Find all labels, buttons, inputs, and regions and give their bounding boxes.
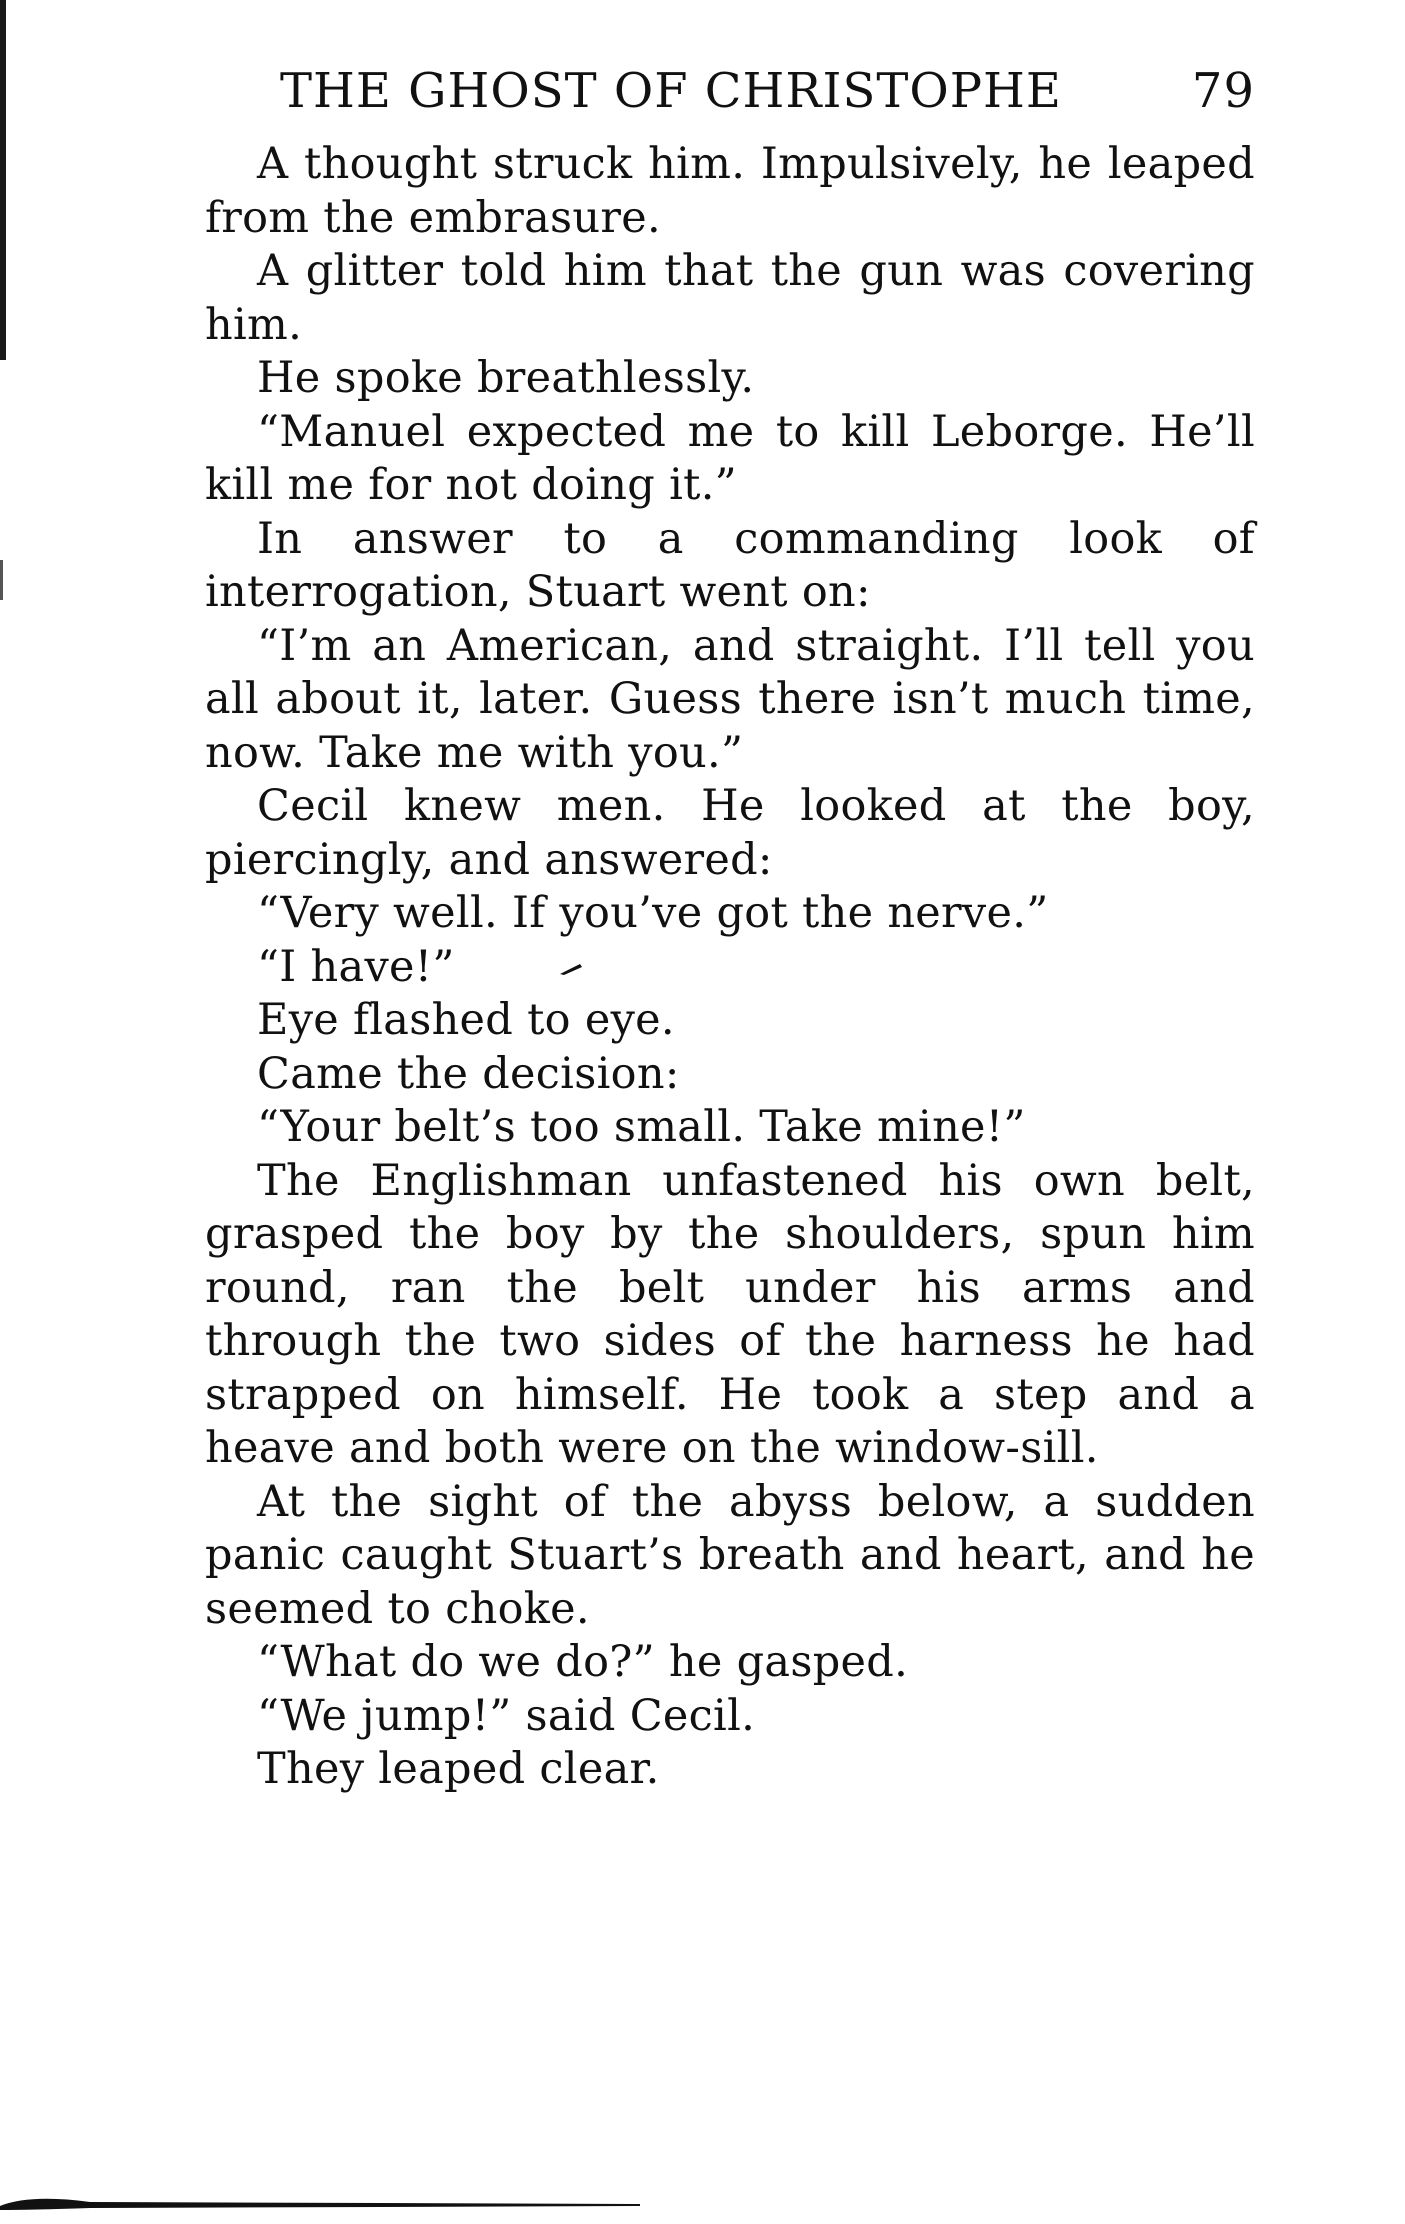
page-binding-edge-mark	[0, 560, 3, 600]
paragraph: “Your belt’s too small. Take mine!”	[257, 1102, 1026, 1152]
paragraph: Came the decision:	[257, 1048, 680, 1099]
paragraph: “Manuel expected me to kill Leborge. He’ll kill me for not doing it.”	[205, 406, 1255, 510]
page-number: 79	[1191, 63, 1255, 119]
paragraph: The Englishman unfastened his own belt, grasped the boy by the shoulders, spun him round, ran the belt under his arms and through the two sides of the harness he had strapped on himself. He took a step and a heave and both were on the window-sill.	[205, 1155, 1255, 1473]
paragraph: Eye flashed to eye.	[257, 995, 675, 1045]
ink-mark-icon	[558, 962, 584, 976]
paragraph: “Very well. If you’ve got the nerve.”	[257, 888, 1049, 938]
paragraph: A glitter told him that the gun was covering him.	[205, 246, 1255, 350]
paragraph: “I’m an American, and straight. I’ll tell you all about it, later. Guess there isn’t much time, now. Take me with you.”	[205, 620, 1255, 778]
paragraph: In answer to a commanding look of interrogation, Stuart went on:	[205, 513, 1255, 617]
paragraph: He spoke breathlessly.	[257, 353, 755, 403]
paragraph: At the sight of the abyss below, a sudden panic caught Stuart’s breath and heart, and he seemed to choke.	[205, 1476, 1255, 1634]
paragraph: “What do we do?” he gasped.	[257, 1637, 909, 1687]
bottom-edge-rule	[0, 2188, 640, 2212]
paragraph: A thought struck him. Impulsively, he leaped from the embrasure.	[205, 139, 1255, 243]
body-text	[205, 138, 1255, 1797]
paragraph: “I have!”	[257, 941, 455, 992]
paragraph: “We jump!” said Cecil.	[257, 1690, 756, 1741]
running-title: THE GHOST OF CHRISTOPHE	[280, 63, 1062, 119]
paragraph: They leaped clear.	[257, 1744, 660, 1794]
page-binding-edge	[0, 0, 6, 360]
paragraph: Cecil knew men. He looked at the boy, piercingly, and answered:	[205, 781, 1255, 885]
running-header	[280, 56, 1255, 126]
